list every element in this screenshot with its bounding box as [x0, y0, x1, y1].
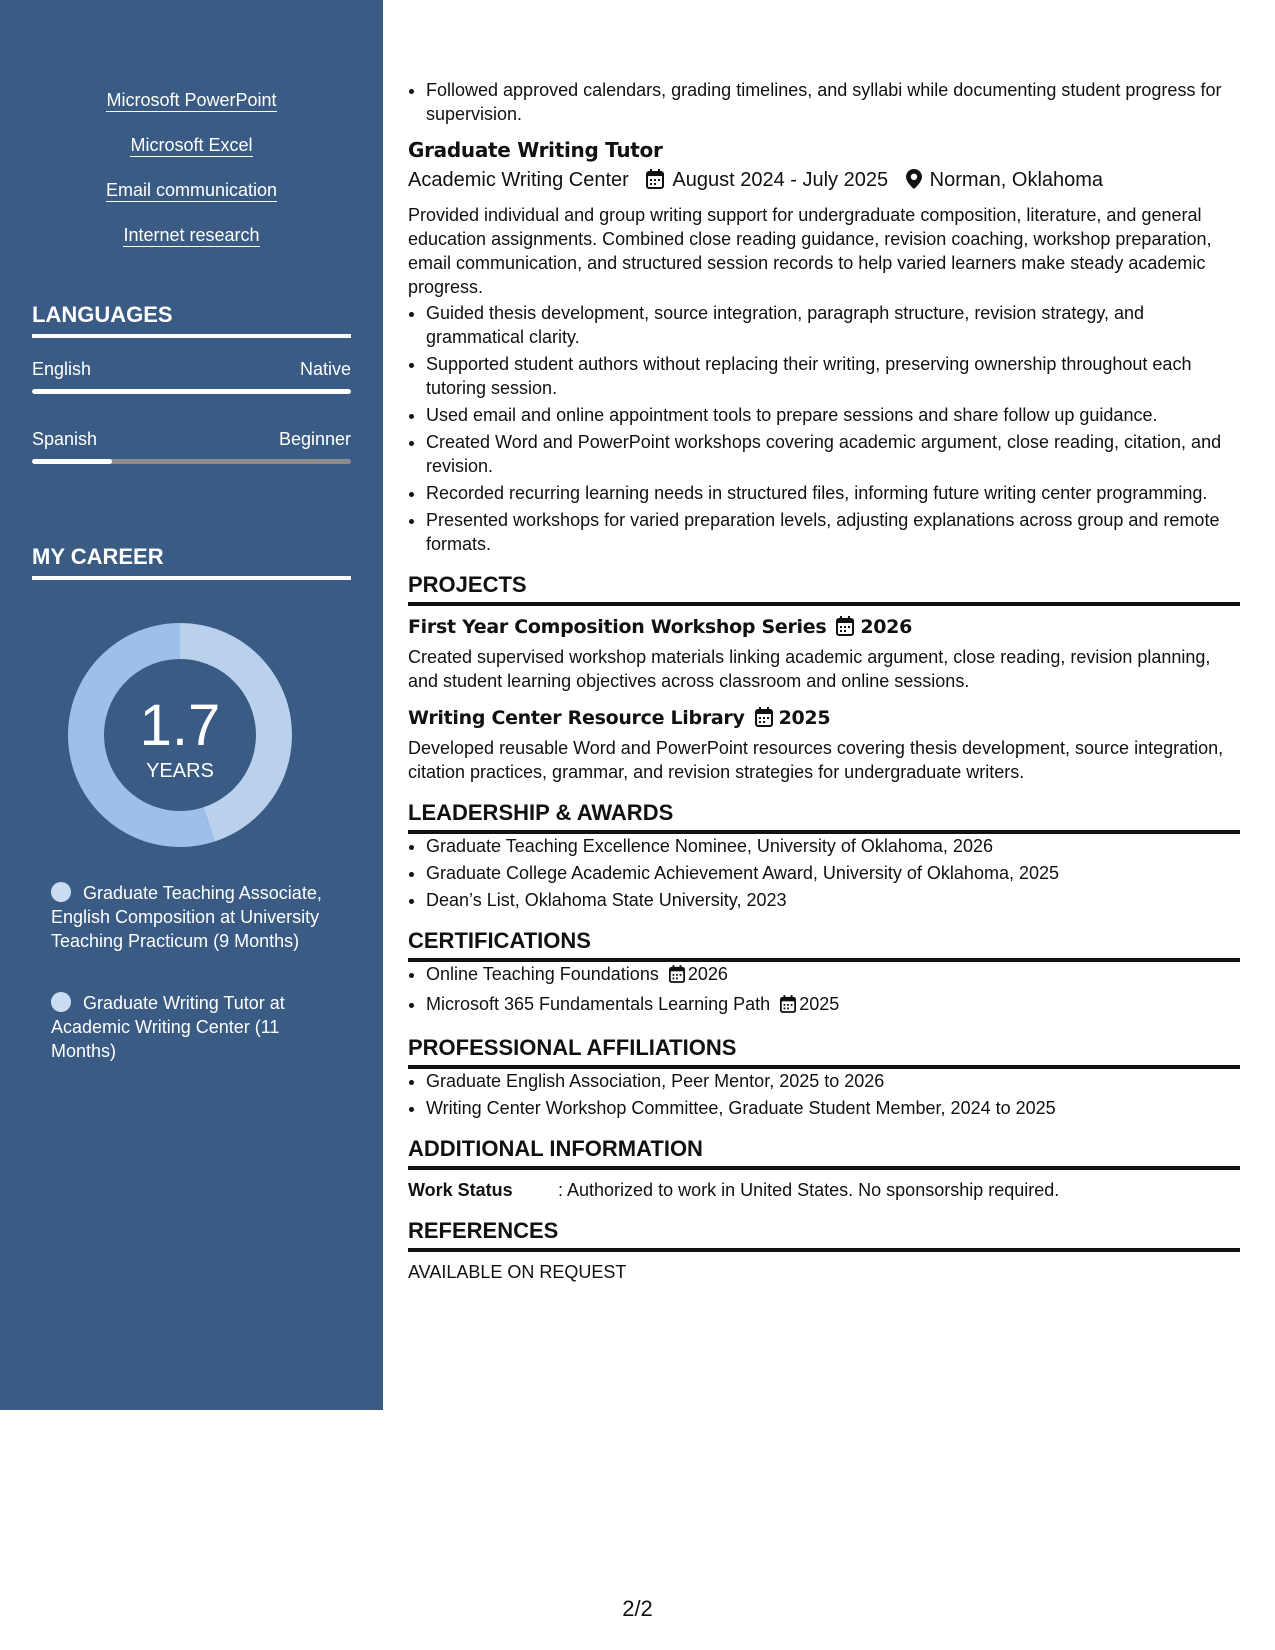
career-dot-icon — [51, 882, 71, 902]
language-name: English — [32, 359, 92, 379]
work-status-row — [408, 1178, 1240, 1202]
job-dates: August 2024 - July 2025 — [672, 169, 889, 191]
job-location: Norman, Oklahoma — [929, 169, 1104, 191]
job-meta — [408, 166, 1240, 197]
page-number: 2/2 — [622, 1596, 653, 1621]
career-years-value: 1.7 — [139, 693, 221, 758]
project-year: 2025 — [778, 707, 831, 729]
awards-list — [408, 834, 1240, 912]
list-item: • Writing Center Workshop Committee, Graduate Student Member, 2024 to 2025 — [426, 1096, 1240, 1120]
work-status-label: Work Status — [408, 1180, 513, 1200]
list-item: • Followed approved calendars, grading timelines, and syllabi while documenting student progress for supervision. — [426, 78, 1240, 126]
list-item: • Graduate Teaching Excellence Nominee, University of Oklahoma, 2026 — [426, 834, 1240, 858]
career-heading: MY CAREER — [32, 544, 351, 580]
references-text: AVAILABLE ON REQUEST — [408, 1262, 627, 1282]
list-item: • Presented workshops for varied preparation levels, adjusting explanations across group and remote formats. — [426, 508, 1240, 556]
skill-link[interactable]: Microsoft Excel — [130, 135, 253, 155]
project-title: Writing Center Resource Library 2025 — [408, 707, 1240, 732]
skill-link[interactable]: Internet research — [123, 225, 260, 245]
calendar-icon — [780, 995, 796, 1019]
skill-link[interactable]: Email communication — [105, 180, 278, 200]
list-item: • Recorded recurring learning needs in structured files, informing future writing center programming. — [426, 481, 1240, 505]
certification-name: Microsoft 365 Fundamentals Learning Path — [426, 994, 771, 1014]
calendar-icon — [646, 169, 664, 197]
calendar-icon — [755, 707, 773, 732]
affiliations-heading: PROFESSIONAL AFFILIATIONS — [408, 1035, 1240, 1069]
list-item: • Graduate English Association, Peer Mentor, 2025 to 2026 — [426, 1069, 1240, 1093]
job-company: Academic Writing Center — [408, 169, 629, 191]
career-item: Graduate Teaching Associate, English Composition at University Teaching Practicum (9 Months) — [51, 883, 322, 951]
location-pin-icon — [906, 169, 922, 197]
project-description: Created supervised workshop materials linking academic argument, close reading, revision planning, and student learning objectives across classroom and online sessions. — [408, 647, 1211, 691]
language-bar — [32, 389, 351, 394]
list-item: • Guided thesis development, source integration, paragraph structure, revision strategy, and grammatical clarity. — [426, 301, 1240, 349]
work-status-value: : Authorized to work in United States. No sponsorship required. — [558, 1180, 1060, 1200]
list-item: • Created Word and PowerPoint workshops covering academic argument, close reading, citation, and revision. — [426, 430, 1240, 478]
project-year: 2026 — [860, 616, 913, 638]
awards-heading: LEADERSHIP & AWARDS — [408, 800, 1240, 834]
language-bar-fill — [32, 459, 112, 464]
previous-job-bullets — [408, 78, 1240, 126]
references-heading: REFERENCES — [408, 1218, 1240, 1252]
list-item: • Supported student authors without replacing their writing, preserving ownership throughout each tutoring session. — [426, 352, 1240, 400]
certification-name: Online Teaching Foundations — [426, 964, 659, 984]
skill-link[interactable]: Microsoft PowerPoint — [106, 90, 277, 110]
job-title: Graduate Writing Tutor — [408, 138, 663, 162]
language-name: Spanish — [32, 429, 98, 449]
certifications-heading: CERTIFICATIONS — [408, 928, 1240, 962]
language-level: Native — [299, 359, 351, 379]
list-item: • Dean’s List, Oklahoma State University, 2023 — [426, 888, 1240, 912]
projects-heading: PROJECTS — [408, 572, 1240, 606]
job-bullets — [408, 301, 1240, 556]
certification-year: 2026 — [687, 964, 728, 984]
list-item: • Graduate College Academic Achievement Award, University of Oklahoma, 2025 — [426, 861, 1240, 885]
project-description: Developed reusable Word and PowerPoint resources covering thesis development, source integration, citation practices, grammar, and revision strategies for undergraduate writers. — [408, 738, 1224, 782]
career-donut-chart — [65, 620, 295, 850]
language-bar-fill — [32, 389, 351, 394]
additional-info-heading: ADDITIONAL INFORMATION — [408, 1136, 1240, 1170]
languages-heading: LANGUAGES — [32, 302, 351, 338]
list-item: • Used email and online appointment tools to prepare sessions and share follow up guidance. — [426, 403, 1240, 427]
career-years-unit: YEARS — [146, 760, 214, 782]
calendar-icon — [669, 965, 685, 989]
certification-year: 2025 — [799, 994, 840, 1014]
language-level: Beginner — [278, 429, 351, 449]
list-item — [426, 992, 1240, 1019]
certifications-list — [408, 962, 1240, 1019]
career-item: Graduate Writing Tutor at Academic Writing Center (11 Months) — [51, 993, 285, 1061]
main-content — [408, 78, 1240, 1283]
affiliations-list — [408, 1069, 1240, 1120]
sidebar — [0, 0, 383, 1410]
calendar-icon — [836, 616, 854, 641]
career-dot-icon — [51, 992, 71, 1012]
list-item — [426, 962, 1240, 989]
job-summary: Provided individual and group writing support for undergraduate composition, literature, and general education assignments. Combined close reading guidance, revision coaching, workshop preparation, email communication, and structured session records to help varied learners make steady academic progress. — [408, 205, 1212, 297]
language-bar — [32, 459, 351, 464]
project-title: First Year Composition Workshop Series 2026 — [408, 616, 1240, 641]
